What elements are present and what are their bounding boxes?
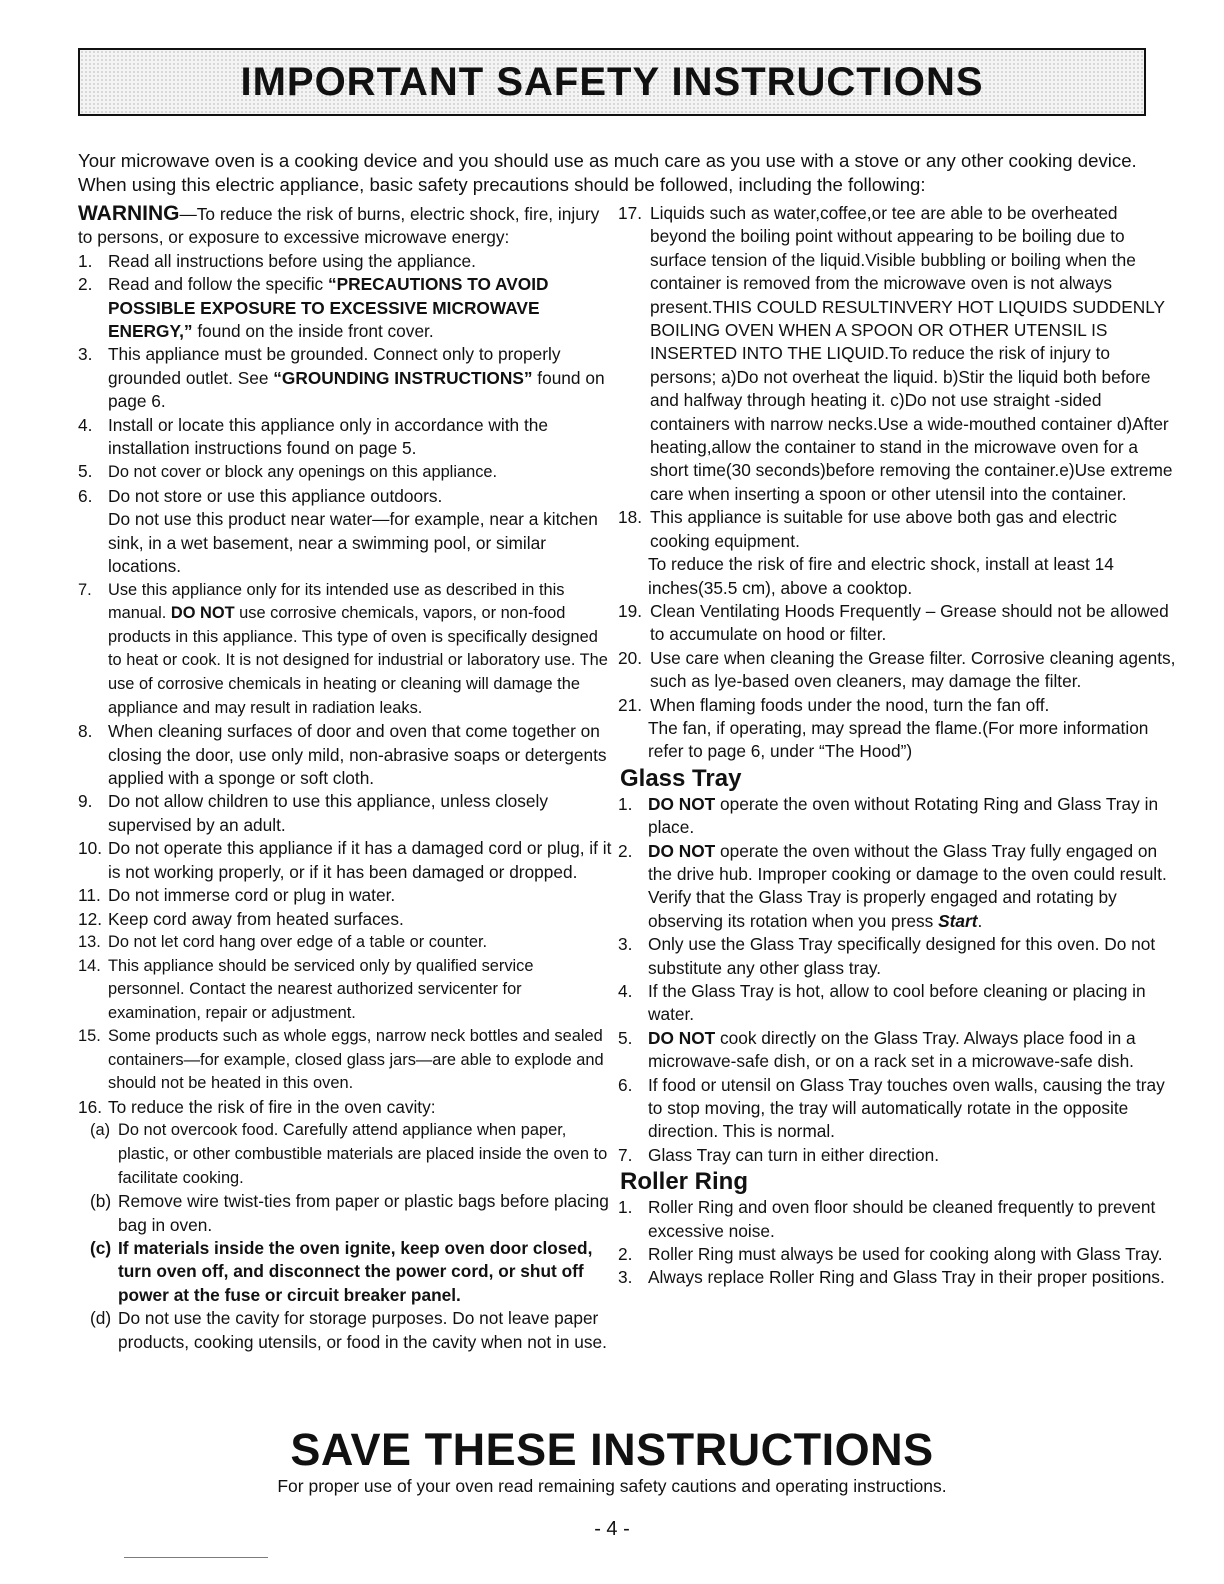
item-emphasis: DO NOT [648,1027,716,1048]
item-text: cook directly on the Glass Tray. Always place food in a microwave-safe dish, or on a rack set in a microwave-safe dish. [648,1027,1136,1072]
list-item [618,1144,1178,1167]
item-emphasis: “PRECAUTIONS TO AVOID POSSIBLE EXPOSURE TO EXCESSIVE MICROWAVE ENERGY,” [108,274,549,342]
list-item [78,955,614,1026]
item-text: Read all instructions before using the appliance. [108,250,476,271]
item-number: 2. [618,1244,633,1265]
item-number: 6. [78,486,93,507]
title-banner [78,48,1146,116]
divider-line [124,1557,268,1558]
list-item [78,343,614,413]
item-number: 7. [618,1144,633,1165]
intro-paragraph: Your microwave oven is a cooking device and you should use as much care as you use with a stove or any other cooking device. When using this electric appliance, basic safety precautions should be followed, including the following: [78,150,1137,195]
item-number: 3. [78,344,93,365]
list-item [618,694,1178,717]
sub-item-letter: (d) [90,1308,112,1329]
item-emphasis: DO NOT [170,604,235,623]
item-continuation: Do not use this product near water—for example, near a kitchen sink, in a wet basement, near a swimming pool, or similar locations. [108,509,598,577]
item-number: 1. [618,1197,633,1218]
item-number: 3. [618,934,633,955]
item-text: To reduce the risk of fire in the oven cavity: [108,1097,436,1118]
item-text: found on the inside front cover. [192,321,434,342]
item-number: 2. [78,274,93,295]
item-text: Keep cord away from heated surfaces. [108,908,404,929]
list-item [618,600,1178,647]
list-item [78,1096,614,1119]
item-number: 1. [78,250,93,271]
list-item [618,793,1178,840]
item-text: Do not store or use this appliance outdoors. [108,486,443,507]
sub-item [78,1307,614,1354]
list-item [78,1025,614,1096]
item-emphasis: “GROUNDING INSTRUCTIONS” [273,367,533,388]
item-continuation: To reduce the risk of fire and electric shock, install at least 14 inches(35.5 cm), above a cooktop. [648,554,1114,598]
item-number: 18. [618,507,643,528]
list-item [618,933,1178,980]
item-text: Only use the Glass Tray specifically designed for this oven. Do not substitute any other glass tray. [648,934,1156,978]
list-item [78,579,614,721]
item-number: 16. [78,1097,103,1118]
item-text: Do not immerse cord or plug in water. [108,885,396,906]
item-text: Use this appliance only for its intended use as described in this manual. [108,580,565,623]
item-text: This appliance should be serviced only by qualified service personnel. Contact the nearest authorized servicenter for examination, repair or adjustment. [108,956,534,1022]
item-text: When flaming foods under the nood, turn the fan off. [650,694,1050,715]
page-number: - 4 - [594,1518,630,1540]
item-text: Install or locate this appliance only in accordance with the installation instructions found on page 5. [108,414,548,459]
footer-note: For proper use of your oven read remaining safety cautions and operating instructions. [277,1476,947,1496]
item-text: Roller Ring must always be used for cooking along with Glass Tray. [648,1244,1163,1265]
list-item [78,460,614,485]
item-text: Glass Tray can turn in either direction. [648,1144,940,1165]
list-item [618,1266,1178,1289]
item-text: Roller Ring and oven floor should be cleaned frequently to prevent excessive noise. [648,1197,1156,1241]
item-text: If the Glass Tray is hot, allow to cool before cleaning or placing in water. [648,981,1146,1025]
item-number: 6. [618,1074,633,1095]
item-text: Some products such as whole eggs, narrow neck bottles and sealed containers—for example, closed glass jars—are able to explode and should not be heated in this oven. [108,1027,604,1093]
list-item [78,720,614,790]
item-text: Do not allow children to use this appliance, unless closely supervised by an adult. [108,791,548,835]
list-item [618,506,1178,553]
item-number: 13. [78,932,101,951]
item-number: 5. [618,1027,633,1048]
warning-paragraph [78,202,614,250]
item-number: 15. [78,1027,101,1046]
sub-item-text: Do not overcook food. Carefully attend appliance when paper, plastic, or other combustible materials are placed inside the oven to facilitate cooking. [118,1121,608,1187]
item-number: 12. [78,908,103,929]
sub-item-letter: (c) [90,1238,112,1259]
list-item [78,884,614,907]
right-column [618,202,1178,1290]
glass-tray-heading: Glass Tray [620,764,742,792]
item-text: This appliance is suitable for use above both gas and electric cooking equipment. [650,507,1117,551]
item-number: 10. [78,838,103,859]
item-number: 11. [78,885,101,906]
item-text: Liquids such as water,coffee,or tee are able to be overheated beyond the boiling point without appearing to be boiling due to surface tension of the liquid.Visible bubbling or boiling when the container is removed from the microwave oven is not always present.THIS COULD RESULTINVERY HOT LIQUIDS SUDDENLY BOILING OVEN WHEN A SPOON OR OTHER UTENSIL IS INSERTED INTO THE LIQUID.To reduce the risk of injury to persons; a)Do not overheat the liquid. b)Stir the liquid both before and halfway through heating it. c)Do not use straight -sided containers with narrow necks.Use a wide-mouthed container d)After heating,allow the container to stand in the microwave oven for a short time(30 seconds)before removing the container.e)Use extreme care when inserting a spoon or other utensil into the container. [650,203,1173,504]
item-number: 14. [78,956,101,975]
list-item [78,414,614,461]
item-number: 1. [618,793,633,814]
list-item [618,202,1178,506]
item-text: This appliance must be grounded. Connect only to properly grounded outlet. See [108,344,561,388]
item-number: 21. [618,694,643,715]
list-item [618,1196,1178,1243]
item-text: Do not cover or block any openings on this appliance. [108,463,498,482]
item-number: 8. [78,721,93,742]
sub-item [78,1237,614,1307]
save-instructions-heading: SAVE THESE INSTRUCTIONS [290,1424,934,1475]
item-text: found on page 6. [108,367,605,412]
item-text: use corrosive chemicals, vapors, or non-food products in this appliance. This type of oven is specifically designed to heat or cook. It is not designed for industrial or laboratory use. The use of corrosive chemicals in heating or cleaning will damage the appliance and may result in radiation leaks. [108,604,608,717]
list-item [78,250,614,273]
warning-text: —To reduce the risk of burns, electric shock, fire, injury to persons, or exposure to excessive microwave energy: [78,204,600,248]
item-text: When cleaning surfaces of door and oven that come together on closing the door, use only mild, non-abrasive soaps or detergents applied with a sponge or soft cloth. [108,721,607,789]
item-number: 17. [618,203,643,223]
item-text: Read and follow the specific [108,274,328,295]
item-continuation: The fan, if operating, may spread the flame.(For more information refer to page 6, under “The Hood”) [648,717,1149,762]
item-text: Clean Ventilating Hoods Frequently – Grease should not be allowed to accumulate on hood or filter. [650,600,1169,645]
sub-item [78,1119,614,1190]
list-item [78,931,614,955]
item-number: 19. [618,600,643,621]
list-item [618,980,1178,1027]
item-number: 3. [618,1267,633,1288]
item-number: 20. [618,647,643,668]
item-text: If food or utensil on Glass Tray touches oven walls, causing the tray to stop moving, the tray will automatically rotate in the opposite direction. This is normal. [648,1074,1165,1142]
list-item [618,840,1178,934]
left-column [78,202,614,1354]
start-key-label: Start [938,910,978,931]
list-item [78,790,614,837]
item-number: 5. [78,461,93,482]
item-emphasis: DO NOT [648,793,716,814]
list-item [618,1243,1178,1266]
item-text: operate the oven without Rotating Ring and Glass Tray in place. [648,793,1159,838]
list-item [618,647,1178,694]
item-number: 4. [618,981,633,1001]
list-item [78,485,614,508]
sub-item [78,1190,614,1237]
sub-item-letter: (a) [90,1121,111,1140]
list-item [78,273,614,343]
item-number: 9. [78,791,93,812]
roller-ring-heading: Roller Ring [620,1168,749,1196]
item-number: 7. [78,580,92,599]
item-text: . [977,910,983,931]
item-text: Do not let cord hang over edge of a table or counter. [108,932,488,951]
item-text: Always replace Roller Ring and Glass Tray in their proper positions. [648,1267,1165,1288]
list-item [618,1027,1178,1074]
warning-label: WARNING [78,202,180,225]
list-item [78,908,614,931]
sub-item-text: If materials inside the oven ignite, keep oven door closed, turn oven off, and disconnect the power cord, or shut off power at the fuse or circuit breaker panel. [118,1238,593,1305]
item-number: 4. [78,414,93,435]
page-title: IMPORTANT SAFETY INSTRUCTIONS [240,59,984,104]
item-text: operate the oven without the Glass Tray fully engaged on the drive hub. Improper cooking or damage to the oven could result. Verify that the Glass Tray is properly engaged and rotating by observing its rotation when you press [648,840,1167,931]
item-text: Use care when cleaning the Grease filter. Corrosive cleaning agents, such as lye-based oven cleaners, may damage the filter. [650,647,1176,692]
sub-item-text: Do not use the cavity for storage purposes. Do not leave paper products, cooking utensils, or food in the cavity when not in use. [118,1308,607,1352]
list-item [618,1074,1178,1144]
sub-item-text: Remove wire twist-ties from paper or plastic bags before placing bag in oven. [118,1191,609,1235]
item-emphasis: DO NOT [648,840,716,861]
item-text: Do not operate this appliance if it has a damaged cord or plug, if it is not working properly, or if it has been damaged or dropped. [108,838,612,882]
list-item [78,837,614,884]
sub-item-letter: (b) [90,1191,112,1212]
item-number: 2. [618,840,633,861]
